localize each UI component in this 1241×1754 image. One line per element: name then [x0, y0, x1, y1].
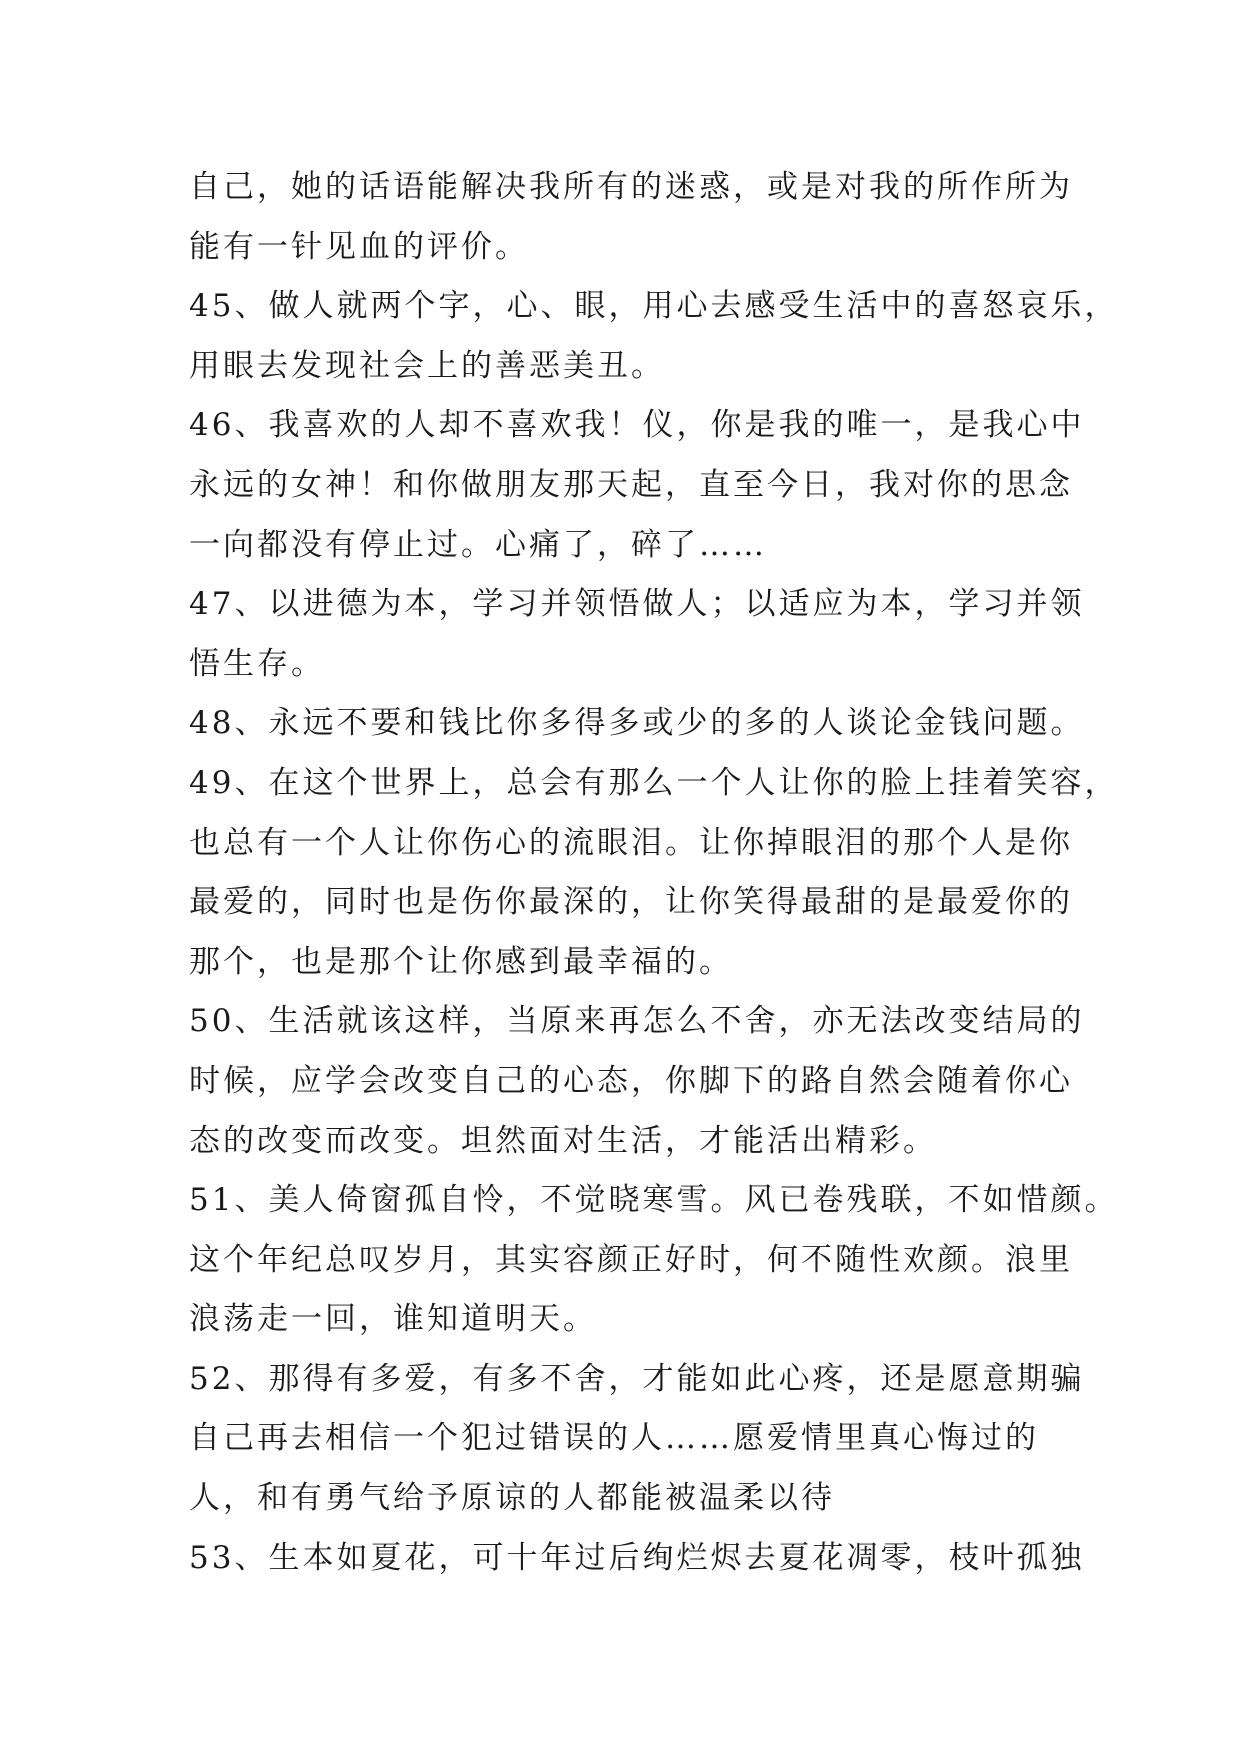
- text-line: 48、永远不要和钱比你多得多或少的多的人谈论金钱问题。: [189, 705, 1085, 742]
- text-line: 浪荡走一回，谁知道明天。: [189, 1301, 597, 1338]
- text-line: 自己再去相信一个犯过错误的人……愿爱情里真心悔过的: [189, 1420, 1039, 1457]
- text-line: 自己，她的话语能解决我所有的迷惑，或是对我的所作所为: [189, 169, 1073, 205]
- text-line: 用眼去发现社会上的善恶美丑。: [189, 347, 665, 384]
- text-line: 能有一针见血的评价。: [189, 228, 529, 265]
- text-line: 永远的女神！和你做朋友那天起，直至今日，我对你的思念: [189, 466, 1073, 503]
- text-line: 人，和有勇气给予原谅的人都能被温柔以待: [189, 1480, 835, 1517]
- text-line: 52、那得有多爱，有多不舍，才能如此心疼，还是愿意期骗: [189, 1360, 1085, 1397]
- text-line: 最爱的，同时也是伤你最深的，让你笑得最甜的是最爱你的: [189, 884, 1073, 921]
- text-line: 一向都没有停止过。心痛了，碎了……: [189, 526, 767, 563]
- text-line: 悟生存。: [189, 645, 325, 682]
- text-line: 也总有一个人让你伤心的流眼泪。让你掉眼泪的那个人是你: [189, 824, 1073, 861]
- text-line: 那个，也是那个让你感到最幸福的。: [189, 943, 733, 980]
- text-line: 51、美人倚窗孤自怜，不觉晓寒雪。风已卷残联，不如惜颜。: [189, 1182, 1119, 1219]
- text-line: 50、生活就该这样，当原来再怎么不舍，亦无法改变结局的: [189, 1003, 1085, 1040]
- text-line: 49、在这个世界上，总会有那么一个人让你的脸上挂着笑容，: [189, 764, 1119, 801]
- document-body: [189, 158, 1119, 1588]
- text-line: 这个年纪总叹岁月，其实容颜正好时，何不随性欢颜。浪里: [189, 1241, 1073, 1278]
- text-line: 态的改变而改变。坦然面对生活，才能活出精彩。: [189, 1122, 937, 1159]
- text-line: 46、我喜欢的人却不喜欢我！仪，你是我的唯一，是我心中: [189, 407, 1085, 444]
- text-line: 时候，应学会改变自己的心态，你脚下的路自然会随着你心: [189, 1062, 1073, 1099]
- text-line: 45、做人就两个字，心、眼，用心去感受生活中的喜怒哀乐，: [189, 288, 1119, 325]
- text-line: 53、生本如夏花，可十年过后绚烂烬去夏花凋零，枝叶孤独: [189, 1539, 1085, 1576]
- text-line: 47、以进德为本，学习并领悟做人；以适应为本，学习并领: [189, 586, 1085, 623]
